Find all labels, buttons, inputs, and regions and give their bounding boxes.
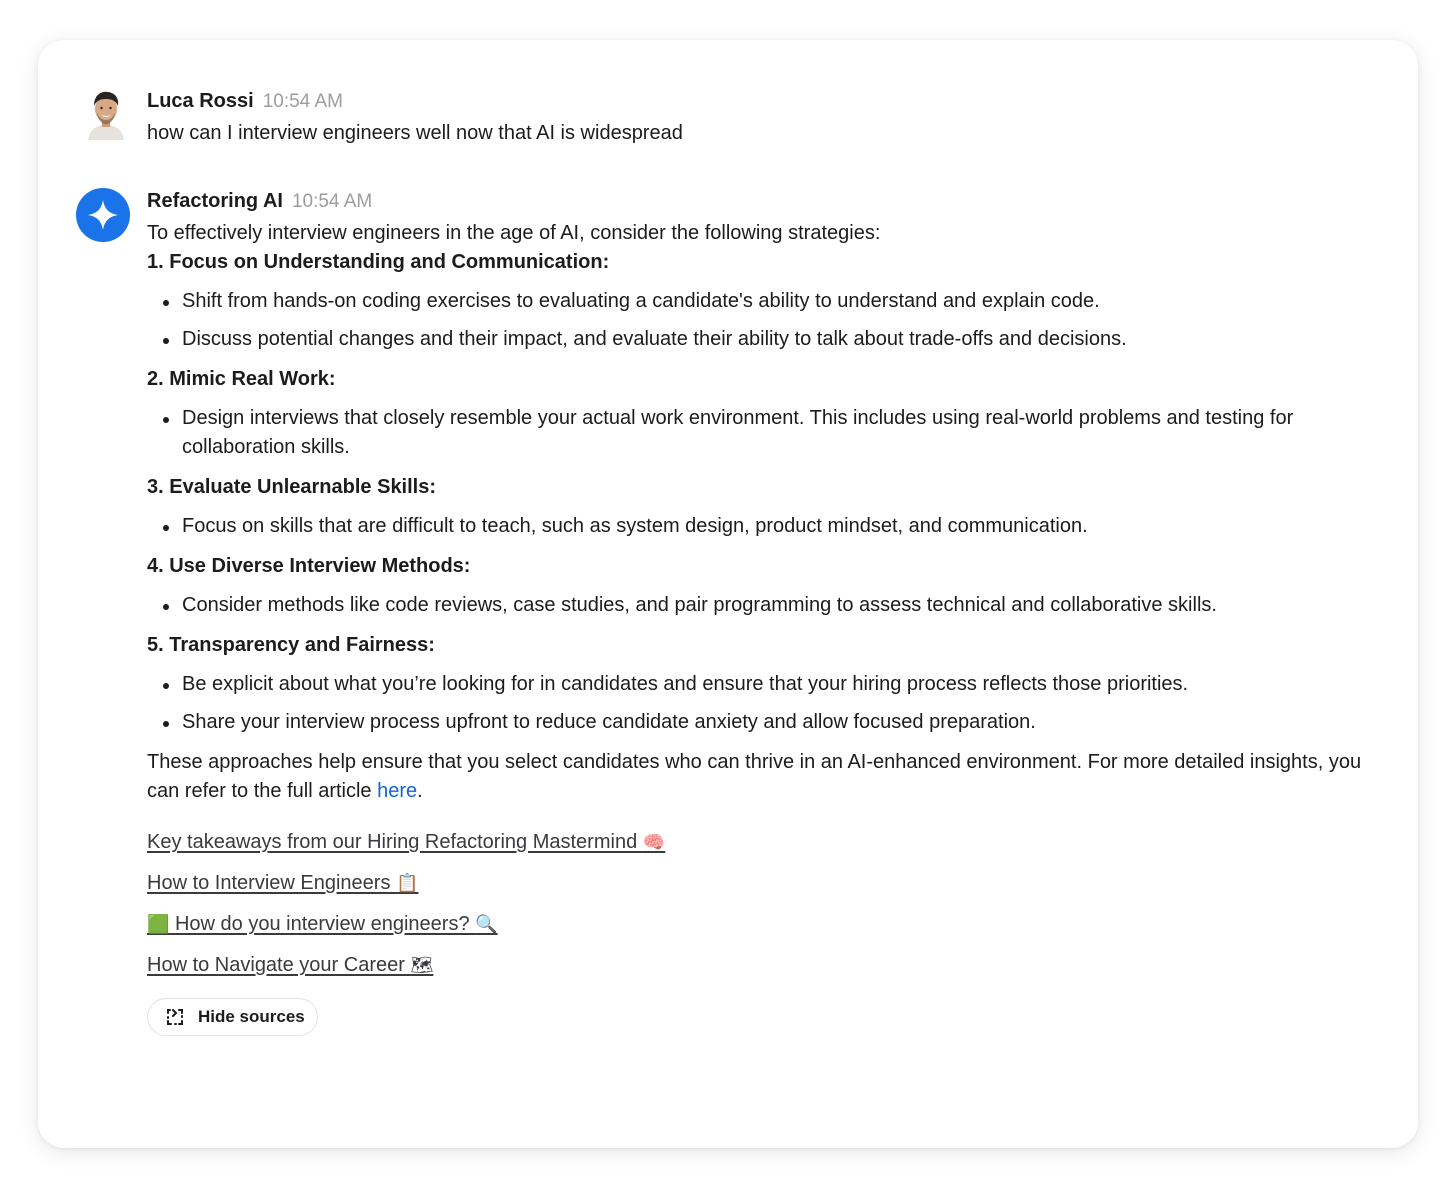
bullet-list bbox=[147, 512, 1368, 541]
bullet-item: Design interviews that closely resemble your actual work environment. This includes using real-world problems and testing for collaboration skills. bbox=[147, 404, 1368, 462]
section-title: 1. Focus on Understanding and Communication: bbox=[147, 251, 610, 273]
section-title: 5. Transparency and Fairness: bbox=[147, 634, 435, 656]
source-label: How do you interview engineers? bbox=[169, 913, 476, 935]
ai-intro-text: To effectively interview engineers in the age of AI, consider the following strategies: bbox=[147, 222, 881, 244]
bullet-item: Discuss potential changes and their impact, and evaluate their ability to talk about trade-offs and decisions. bbox=[147, 325, 1368, 354]
bullet-item: Shift from hands-on coding exercises to evaluating a candidate's ability to understand and explain code. bbox=[147, 287, 1368, 316]
source-emoji-icon: 🔍 bbox=[475, 914, 498, 935]
bullet-item: Consider methods like code reviews, case studies, and pair programming to assess technical and collaborative skills. bbox=[147, 591, 1368, 620]
closing-text: These approaches help ensure that you select candidates who can thrive in an AI-enhanced environment. For more detailed insights, you can refer to the full article bbox=[147, 751, 1362, 802]
source-link[interactable] bbox=[147, 910, 1368, 939]
hide-sources-button[interactable] bbox=[147, 998, 318, 1036]
source-label: Key takeaways from our Hiring Refactoring Mastermind bbox=[147, 831, 643, 853]
strategy-section bbox=[147, 552, 1368, 620]
chat-card bbox=[38, 40, 1418, 1148]
closing-end: . bbox=[417, 780, 423, 802]
green-square-icon: 🟩 bbox=[147, 914, 170, 935]
timestamp[interactable]: 10:54 AM bbox=[262, 91, 343, 112]
strategy-section bbox=[147, 473, 1368, 541]
source-emoji-icon: 📋 bbox=[396, 873, 419, 894]
sender-name[interactable]: Luca Rossi bbox=[147, 90, 254, 112]
source-label: How to Interview Engineers bbox=[147, 872, 397, 894]
bullet-list bbox=[147, 404, 1368, 462]
section-title: 4. Use Diverse Interview Methods: bbox=[147, 555, 471, 577]
bullet-item: Focus on skills that are difficult to teach, such as system design, product mindset, and communication. bbox=[147, 512, 1368, 541]
source-link[interactable] bbox=[147, 869, 1368, 898]
strategy-section bbox=[147, 248, 1368, 354]
sender-name[interactable]: Refactoring AI bbox=[147, 190, 283, 212]
strategy-section bbox=[147, 631, 1368, 737]
user-message-content bbox=[147, 88, 1368, 148]
closing-paragraph bbox=[147, 748, 1368, 806]
timestamp[interactable]: 10:54 AM bbox=[291, 191, 373, 212]
ai-message-header bbox=[147, 188, 1368, 215]
bullet-list bbox=[147, 591, 1368, 620]
collapse-sources-icon bbox=[164, 1006, 186, 1028]
article-link[interactable]: here bbox=[377, 780, 418, 802]
section-title: 3. Evaluate Unlearnable Skills: bbox=[147, 476, 437, 498]
source-link[interactable] bbox=[147, 951, 1368, 980]
strategy-sections bbox=[147, 248, 1368, 737]
section-title: 2. Mimic Real Work: bbox=[147, 368, 336, 390]
ai-avatar[interactable] bbox=[76, 188, 130, 242]
sources-list bbox=[147, 828, 1368, 980]
user-message-header bbox=[147, 88, 1368, 115]
source-link[interactable] bbox=[147, 828, 1368, 857]
user-avatar[interactable] bbox=[84, 88, 128, 140]
bullet-item: Be explicit about what you’re looking for in candidates and ensure that your hiring process reflects those priorities. bbox=[147, 670, 1368, 699]
source-emoji-icon: 🗺 bbox=[410, 955, 434, 976]
bullet-item: Share your interview process upfront to reduce candidate anxiety and allow focused preparation. bbox=[147, 708, 1368, 737]
bullet-list bbox=[147, 287, 1368, 354]
user-message-text: how can I interview engineers well now that AI is widespread bbox=[147, 122, 683, 144]
sparkle-star-icon bbox=[86, 198, 120, 232]
bullet-list bbox=[147, 670, 1368, 737]
ai-message-content bbox=[147, 188, 1368, 1036]
source-label: How to Navigate your Career bbox=[147, 954, 411, 976]
strategy-section bbox=[147, 365, 1368, 462]
source-emoji-icon: 🧠 bbox=[642, 832, 666, 853]
hide-sources-label: Hide sources bbox=[198, 1007, 305, 1026]
